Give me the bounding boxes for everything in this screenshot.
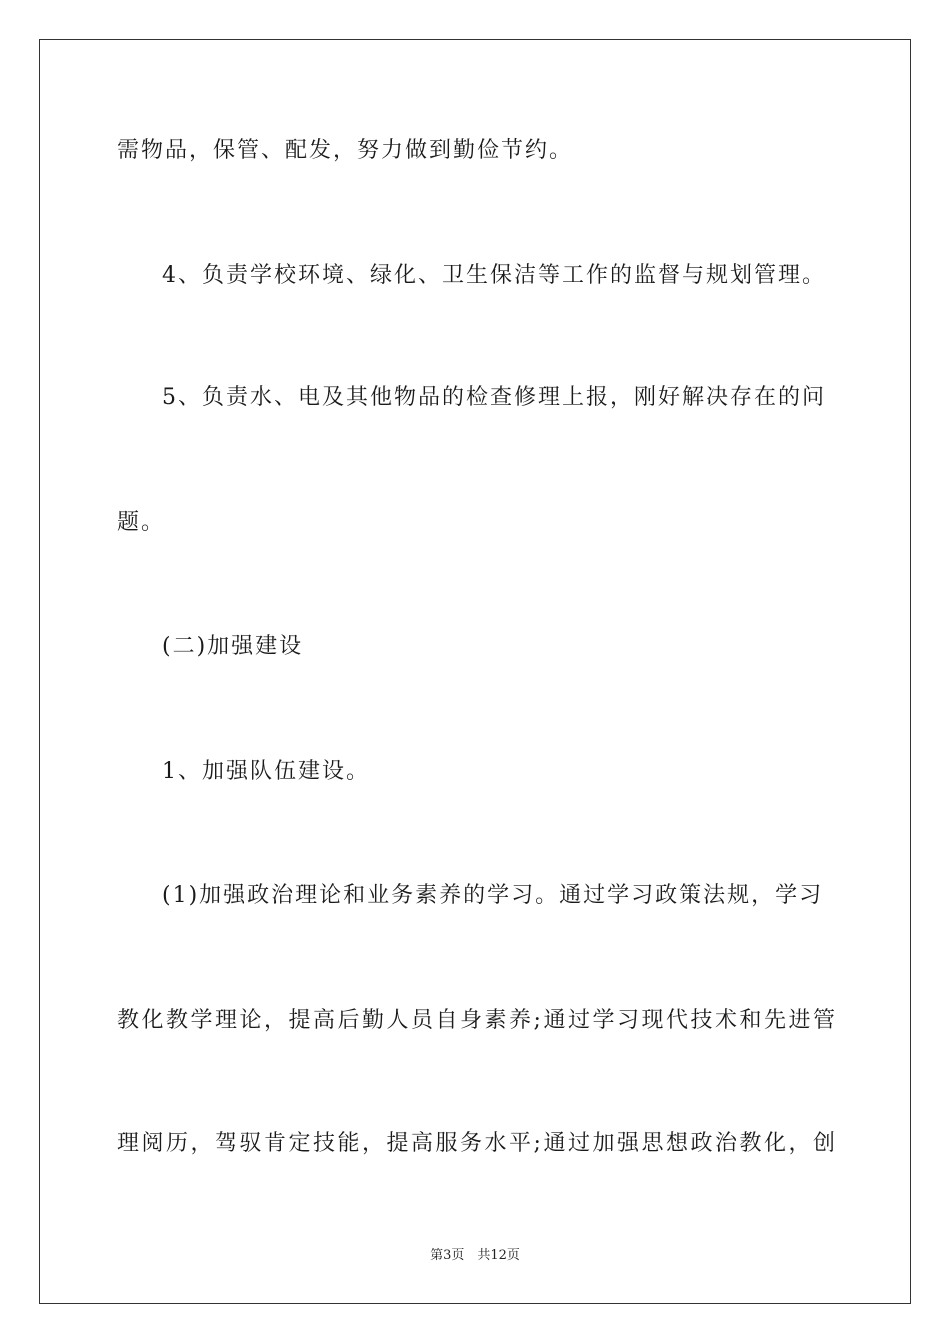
page-number-footer: 第3页 共12页 xyxy=(430,1248,520,1263)
paragraph-line: 4、负责学校环境、绿化、卫生保洁等工作的监督与规划管理。 xyxy=(162,263,826,288)
paragraph-line: 理阅历，驾驭肯定技能，提高服务水平;通过加强思想政治教化，创 xyxy=(117,1131,835,1156)
subsection-heading: 1、加强队伍建设。 xyxy=(162,759,370,784)
paragraph-line: 教化教学理论，提高后勤人员自身素养;通过学习现代技术和先进管 xyxy=(117,1008,835,1033)
paragraph-line: 题。 xyxy=(117,510,166,535)
section-heading: (二)加强建设 xyxy=(162,634,304,659)
paragraph-line: 需物品，保管、配发，努力做到勤俭节约。 xyxy=(117,138,574,163)
paragraph-line: 5、负责水、电及其他物品的检查修理上报，刚好解决存在的问 xyxy=(162,385,826,410)
paragraph-line: (1)加强政治理论和业务素养的学习。通过学习政策法规，学习 xyxy=(162,883,824,908)
page-border xyxy=(39,39,911,1304)
